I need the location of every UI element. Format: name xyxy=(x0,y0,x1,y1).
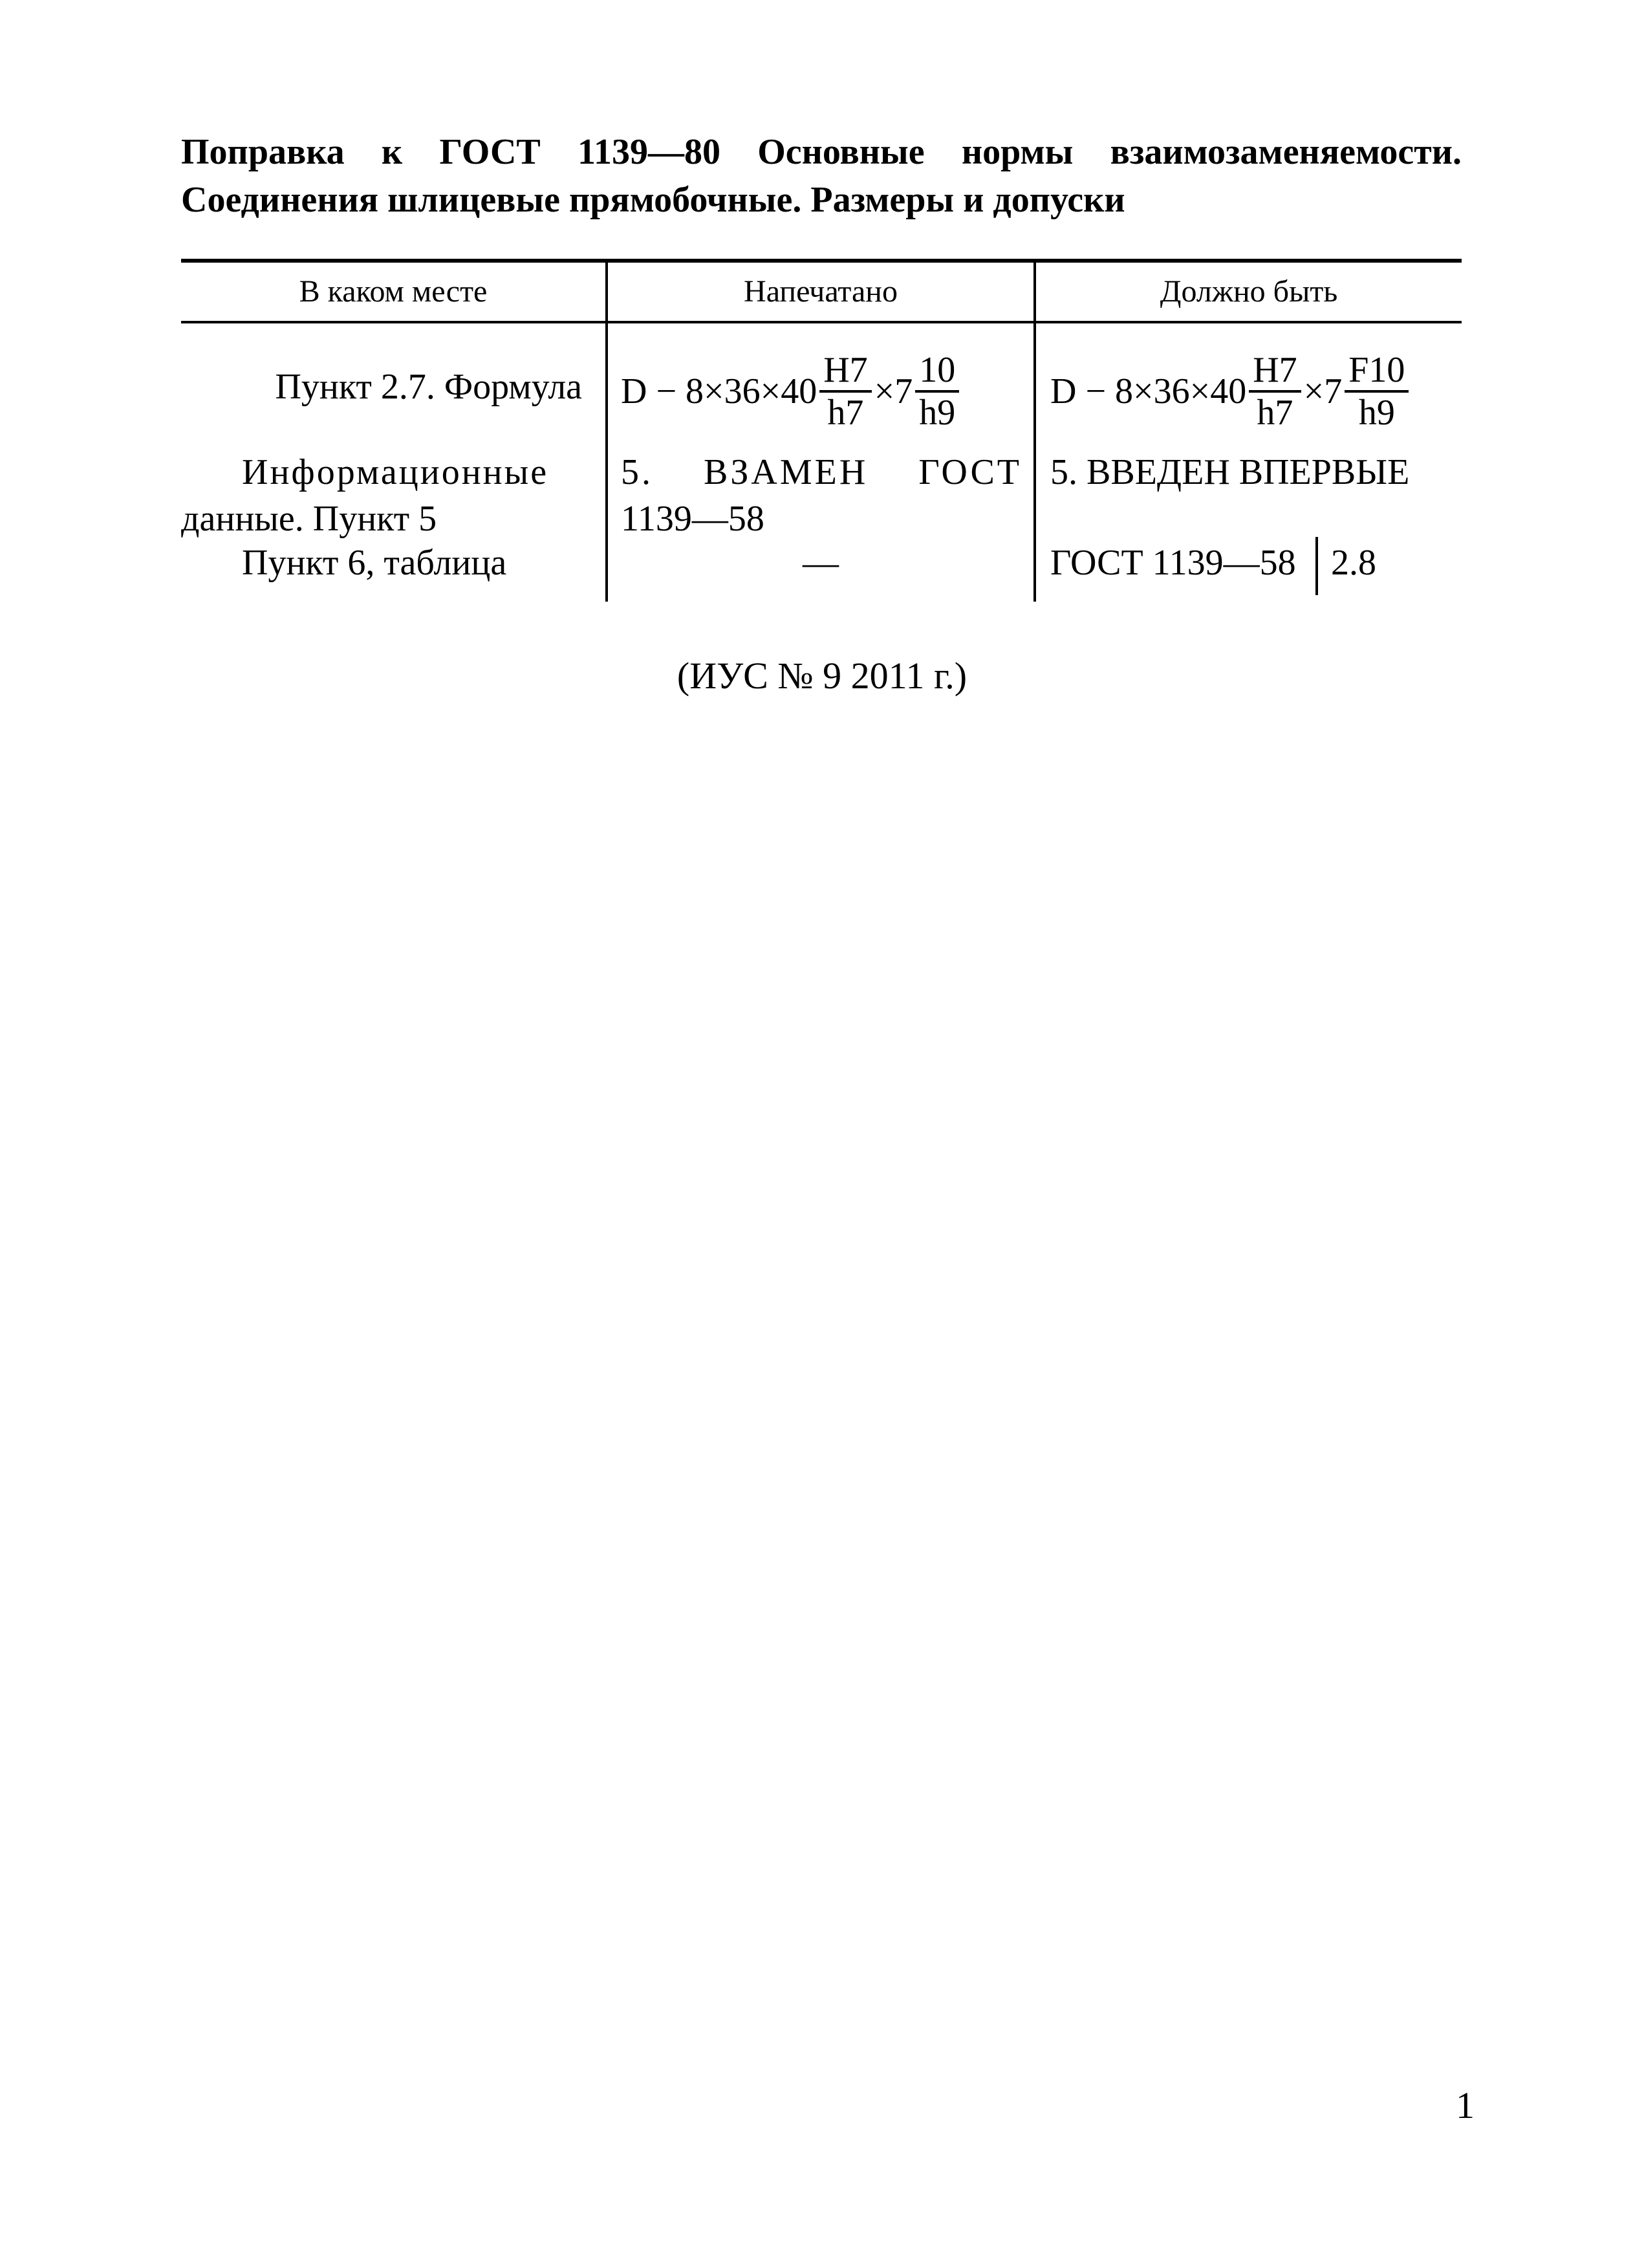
row2-correct: 5. ВВЕДЕН ВПЕРВЫЕ xyxy=(1050,452,1410,492)
table-top-rule xyxy=(181,259,1462,263)
row2-place-line1: Информационные xyxy=(242,452,549,492)
fraction xyxy=(819,351,871,431)
header-printed: Напечатано xyxy=(744,274,898,309)
row2-place-line2: данные. Пункт 5 xyxy=(181,499,437,539)
row3-correct-ref: ГОСТ 1139—58 xyxy=(1050,543,1296,583)
fraction-numerator: 10 xyxy=(915,351,959,393)
fraction-denominator: h9 xyxy=(919,393,956,433)
row3-correct-item: 2.8 xyxy=(1331,543,1376,583)
fraction-numerator: H7 xyxy=(1249,351,1301,393)
row1-correct-formula xyxy=(1050,343,1411,440)
fraction-denominator: h7 xyxy=(1257,393,1293,433)
formula-middle: ×7 xyxy=(1303,371,1343,411)
fraction xyxy=(915,351,959,431)
table-header-rule xyxy=(181,321,1462,323)
row1-printed-formula xyxy=(621,343,962,440)
header-where: В каком месте xyxy=(299,274,488,309)
document-title: Поправка к ГОСТ 1139—80 Основные нормы взаимозаменяемости. Соединения шлицевые прямобочные. Размеры и допуски xyxy=(181,132,1462,220)
formula-middle: ×7 xyxy=(874,371,913,411)
row2-printed-line2: 1139—58 xyxy=(621,499,764,539)
fraction-denominator: h7 xyxy=(827,393,864,433)
fraction-numerator: H7 xyxy=(819,351,871,393)
corrections-table xyxy=(181,259,1462,602)
row2-printed-line1: 5. ВЗАМЕН ГОСТ xyxy=(621,452,1022,492)
header-should-be: Должно быть xyxy=(1160,274,1338,309)
source-citation: (ИУС № 9 2011 г.) xyxy=(676,655,968,697)
fraction xyxy=(1345,351,1409,431)
fraction-numerator: F10 xyxy=(1345,351,1409,393)
formula-prefix: D − 8×36×40 xyxy=(1050,371,1247,411)
fraction-denominator: h9 xyxy=(1358,393,1395,433)
row3-place: Пункт 6, таблица xyxy=(242,543,507,583)
row1-place: Пункт 2.7. Формула xyxy=(275,367,582,407)
page-number: 1 xyxy=(1456,2084,1475,2126)
row3-printed: — xyxy=(803,543,839,583)
row3-inner-divider xyxy=(1315,537,1318,595)
formula-prefix: D − 8×36×40 xyxy=(621,371,817,411)
fraction xyxy=(1249,351,1301,431)
